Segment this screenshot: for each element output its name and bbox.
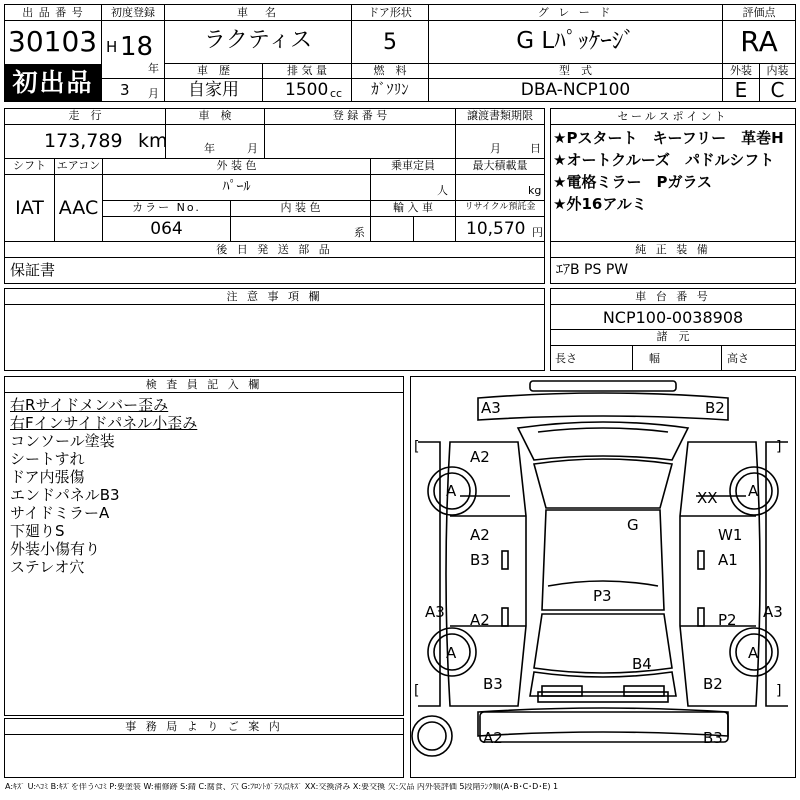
sales-point: ★電格ミラー Pガラス bbox=[553, 173, 712, 191]
note-item: 右Rサイドメンバー歪み bbox=[10, 396, 169, 414]
later-parts-value: 保証書 bbox=[10, 261, 56, 279]
model-code: DBA-NCP100 bbox=[520, 80, 631, 100]
import-label: 輸 入 車 bbox=[393, 201, 433, 214]
first-listing-badge: 初出品 bbox=[5, 64, 101, 101]
mark-r-front-door-a: A1 bbox=[718, 551, 738, 569]
mark-rear-glass: B4 bbox=[632, 655, 652, 673]
reg-month: 3 bbox=[120, 81, 130, 99]
first-reg-label: 初度登録 bbox=[102, 5, 164, 21]
sales-point: ★Pスタート キーフリー 革巻H bbox=[553, 129, 784, 147]
bracket: ] bbox=[776, 683, 782, 699]
note-item: ステレオ穴 bbox=[10, 558, 85, 576]
ext-color-label: 外 装 色 bbox=[216, 159, 257, 172]
note-item: サイドミラーA bbox=[10, 504, 110, 522]
note-item: エンドパネルB3 bbox=[10, 486, 120, 504]
recycle-label: リサイクル預託金 bbox=[464, 202, 536, 212]
mileage: 173,789 bbox=[44, 130, 123, 152]
doors: 5 bbox=[383, 30, 397, 55]
mark-l-rear-door: A2 bbox=[470, 611, 490, 629]
caution-label: 注 意 事 項 欄 bbox=[5, 289, 544, 305]
note-item: コンソール塗装 bbox=[10, 432, 115, 450]
height-label: 高さ bbox=[727, 352, 749, 365]
length-label: 長さ bbox=[555, 352, 577, 365]
mark-l-front-door-a: A2 bbox=[470, 526, 490, 544]
mark-r-rear-door: P2 bbox=[718, 611, 737, 629]
int-color-label: 内 装 色 bbox=[280, 201, 321, 214]
color-no-label: カラー No. bbox=[132, 201, 201, 214]
mark-xx: XX bbox=[697, 489, 718, 507]
mark-tire-rr: A bbox=[748, 644, 759, 662]
exterior-label: 外装 bbox=[730, 64, 752, 77]
lot-number: 30103 bbox=[8, 25, 98, 58]
mark-tire-fl: A bbox=[446, 482, 457, 500]
reg-no-label: 登 録 番 号 bbox=[332, 109, 388, 122]
door-label: ドア形状 bbox=[352, 5, 428, 21]
history: 自家用 bbox=[188, 80, 239, 100]
transfer-label: 譲渡書類期限 bbox=[467, 109, 533, 122]
model-code-label: 型 式 bbox=[559, 64, 592, 77]
inspection-label: 車 検 bbox=[198, 109, 232, 122]
interior-grade: C bbox=[770, 78, 785, 102]
load-label: 最大積載量 bbox=[472, 159, 528, 172]
legend: A:ｷｽﾞ U:ﾍｺﾐ B:ｷｽﾞを伴うﾍｺﾐ P:要塗装 W:補修跡 S:錆 C:腐食、穴 G:ﾌﾛﾝﾄｶﾞﾗｽ点ｷｽﾞ XX:交換済み X:要交換 欠:欠品 内外装評価 5段階ﾗﾝｸ順(A･B･C･D･E) 1 bbox=[5, 783, 559, 791]
width-label: 幅 bbox=[649, 352, 660, 365]
mark-r-front-door-w: W1 bbox=[718, 526, 743, 544]
later-parts-label: 後 日 発 送 部 品 bbox=[5, 242, 544, 258]
capacity-label: 乗車定員 bbox=[391, 159, 435, 172]
fuel-label: 燃 料 bbox=[373, 64, 407, 77]
mark-right-sill: A3 bbox=[763, 603, 783, 621]
mark-rear-left: B3 bbox=[483, 675, 503, 693]
grade: G Lﾊﾟｯｹｰｼﾞ bbox=[516, 28, 635, 54]
bracket: ] bbox=[776, 439, 782, 455]
exterior-grade: E bbox=[734, 78, 748, 102]
dimensions-label: 諸 元 bbox=[656, 330, 690, 343]
displacement: 1500 bbox=[285, 80, 329, 100]
interior-label: 内装 bbox=[766, 64, 789, 77]
mark-glass: G bbox=[627, 516, 639, 534]
mark-hood: A2 bbox=[470, 448, 490, 466]
ac-label: エアコン bbox=[56, 159, 101, 172]
mileage-label: 走 行 bbox=[68, 109, 102, 122]
lot-no-label: 出 品 番 号 bbox=[5, 5, 101, 21]
mark-left-sill: A3 bbox=[425, 603, 445, 621]
note-item: シートすれ bbox=[10, 450, 85, 468]
note-item: 右Fインサイドパネル小歪み bbox=[10, 414, 198, 432]
displacement-label: 排 気 量 bbox=[287, 64, 327, 77]
chassis-number: NCP100-0038908 bbox=[602, 308, 744, 327]
bracket: [ bbox=[414, 683, 420, 699]
sales-point: ★オートクルーズ パドルシフト bbox=[553, 151, 775, 169]
rating-label: 評価点 bbox=[723, 5, 795, 21]
bracket: [ bbox=[414, 439, 420, 455]
recycle-deposit: 10,570 bbox=[466, 219, 526, 239]
mark-roof: P3 bbox=[593, 587, 612, 605]
mark-front-right: B2 bbox=[705, 399, 725, 417]
mark-front-left: A3 bbox=[481, 399, 501, 417]
era: H bbox=[106, 38, 118, 56]
ext-color: ﾊﾟｰﾙ bbox=[222, 179, 251, 195]
genuine-equipment-value: ｴｱB PS PW bbox=[556, 262, 629, 278]
note-item: ドア内張傷 bbox=[10, 468, 85, 486]
mark-tire-fr: A bbox=[748, 482, 759, 500]
chassis-label: 車 台 番 号 bbox=[551, 289, 795, 305]
sales-points-label: セールスポイント bbox=[551, 109, 795, 125]
note-item: 外装小傷有り bbox=[10, 540, 101, 558]
details-block bbox=[4, 108, 545, 242]
mark-tire-rl: A bbox=[446, 644, 457, 662]
shift: IAT bbox=[15, 197, 44, 219]
grade-label: グ レ ー ド bbox=[429, 5, 722, 21]
mark-bumper-right: B3 bbox=[703, 729, 723, 747]
office-notice-label: 事 務 局 よ り ご 案 内 bbox=[5, 719, 403, 735]
shift-label: シフト bbox=[13, 159, 46, 172]
rating: RA bbox=[740, 25, 778, 58]
reg-year: 18 bbox=[120, 32, 154, 62]
note-item: 下廻りS bbox=[10, 522, 65, 540]
sales-points-list bbox=[553, 127, 784, 215]
inspector-label: 検 査 員 記 入 欄 bbox=[5, 377, 403, 393]
mark-rear-right: B2 bbox=[703, 675, 723, 693]
inspector-notes bbox=[10, 396, 197, 576]
mark-l-front-door-b: B3 bbox=[470, 551, 490, 569]
car-name: ラクティス bbox=[203, 28, 313, 53]
genuine-equipment-label: 純 正 装 備 bbox=[551, 242, 795, 258]
history-label: 車 歴 bbox=[197, 64, 230, 77]
mark-bumper-left: A2 bbox=[483, 729, 503, 747]
car-diagram bbox=[410, 376, 796, 778]
color-no: 064 bbox=[150, 219, 183, 239]
sales-point: ★外16アルミ bbox=[553, 195, 647, 213]
car-name-label: 車 名 bbox=[165, 5, 351, 21]
ac: AAC bbox=[58, 197, 99, 219]
fuel: ｶﾞｿﾘﾝ bbox=[371, 80, 409, 98]
